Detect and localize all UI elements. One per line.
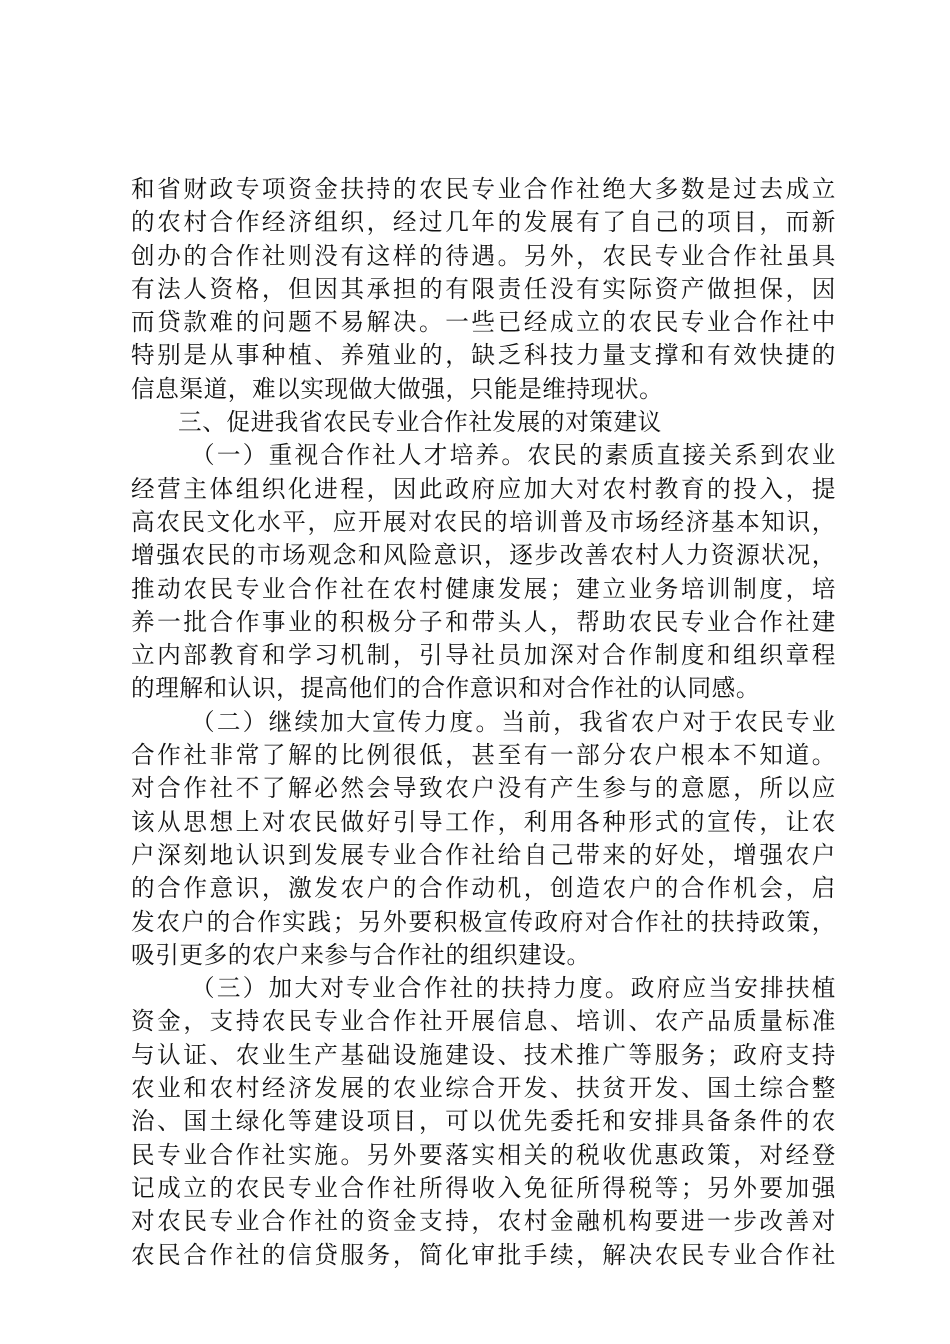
text-line: 有法人资格，但因其承担的有限责任没有实际资产做担保，因 [131, 274, 836, 303]
text-line: 治、国土绿化等建设项目，可以优先委托和安排具备条件的农 [131, 1107, 836, 1136]
body-text [131, 173, 836, 1272]
subsection-heading: （一）重视合作社人才培养。农民的素质直接关系到农业 [191, 441, 836, 470]
text-line: 创办的合作社则没有这样的待遇。另外，农民专业合作社虽具 [131, 241, 836, 270]
text-line: 和省财政专项资金扶持的农民专业合作社绝大多数是过去成立 [131, 175, 836, 203]
text-line: 民专业合作社实施。另外要落实相关的税收优惠政策，对经登 [131, 1140, 836, 1169]
text-line: 吸引更多的农户来参与合作社的组织建设。 [131, 940, 591, 969]
text-line: 与认证、农业生产基础设施建设、技术推广等服务；政府支持 [131, 1040, 836, 1069]
text-line: 发农户的合作实践；另外要积极宣传政府对合作社的扶持政策， [131, 907, 836, 936]
text-line: 农业和农村经济发展的农业综合开发、扶贫开发、国土综合整 [131, 1074, 836, 1103]
text-line: 记成立的农民专业合作社所得收入免征所得税等；另外要加强 [131, 1173, 836, 1202]
text-line: 特别是从事种植、养殖业的，缺乏科技力量支撑和有效快捷的 [131, 341, 836, 370]
text-line: 的合作意识，激发农户的合作动机，创造农户的合作机会，启 [131, 874, 836, 903]
text-line: 的农村合作经济组织，经过几年的发展有了自己的项目，而新 [131, 208, 836, 237]
text-line: 对农民专业合作社的资金支持，农村金融机构要进一步改善对 [131, 1207, 836, 1236]
text-line: 推动农民专业合作社在农村健康发展；建立业务培训制度，培 [131, 574, 836, 603]
text-line: 养一批合作事业的积极分子和带头人，帮助农民专业合作社建 [131, 607, 836, 636]
text-line: 立内部教育和学习机制，引导社员加深对合作制度和组织章程 [131, 641, 836, 670]
subsection-heading: （二）继续加大宣传力度。当前，我省农户对于农民专业 [191, 707, 836, 736]
text-line: 该从思想上对农民做好引导工作，利用各种形式的宣传，让农 [131, 807, 836, 836]
text-line: 增强农民的市场观念和风险意识，逐步改善农村人力资源状况， [131, 541, 836, 570]
text-line: 对合作社不了解必然会导致农户没有产生参与的意愿，所以应 [131, 774, 836, 803]
text-line: 的理解和认识，提高他们的合作意识和对合作社的认同感。 [131, 674, 761, 703]
text-line: 而贷款难的问题不易解决。一些已经成立的农民专业合作社中 [131, 308, 836, 337]
subsection-heading: （三）加大对专业合作社的扶持力度。政府应当安排扶植 [191, 974, 836, 1003]
text-line: 户深刻地认识到发展专业合作社给自己带来的好处，增强农户 [131, 840, 836, 869]
section-heading: 三、促进我省农民专业合作社发展的对策建议 [178, 408, 662, 437]
text-line: 资金，支持农民专业合作社开展信息、培训、农产品质量标准 [131, 1007, 836, 1036]
text-line: 经营主体组织化进程，因此政府应加大对农村教育的投入，提 [131, 474, 836, 503]
text-line: 信息渠道，难以实现做大做强，只能是维持现状。 [131, 374, 664, 403]
text-line: 合作社非常了解的比例很低，甚至有一部分农户根本不知道。 [131, 741, 836, 770]
text-line: 农民合作社的信贷服务，简化审批手续，解决农民专业合作社 [131, 1240, 836, 1269]
text-line: 高农民文化水平，应开展对农民的培训普及市场经济基本知识， [131, 507, 836, 536]
